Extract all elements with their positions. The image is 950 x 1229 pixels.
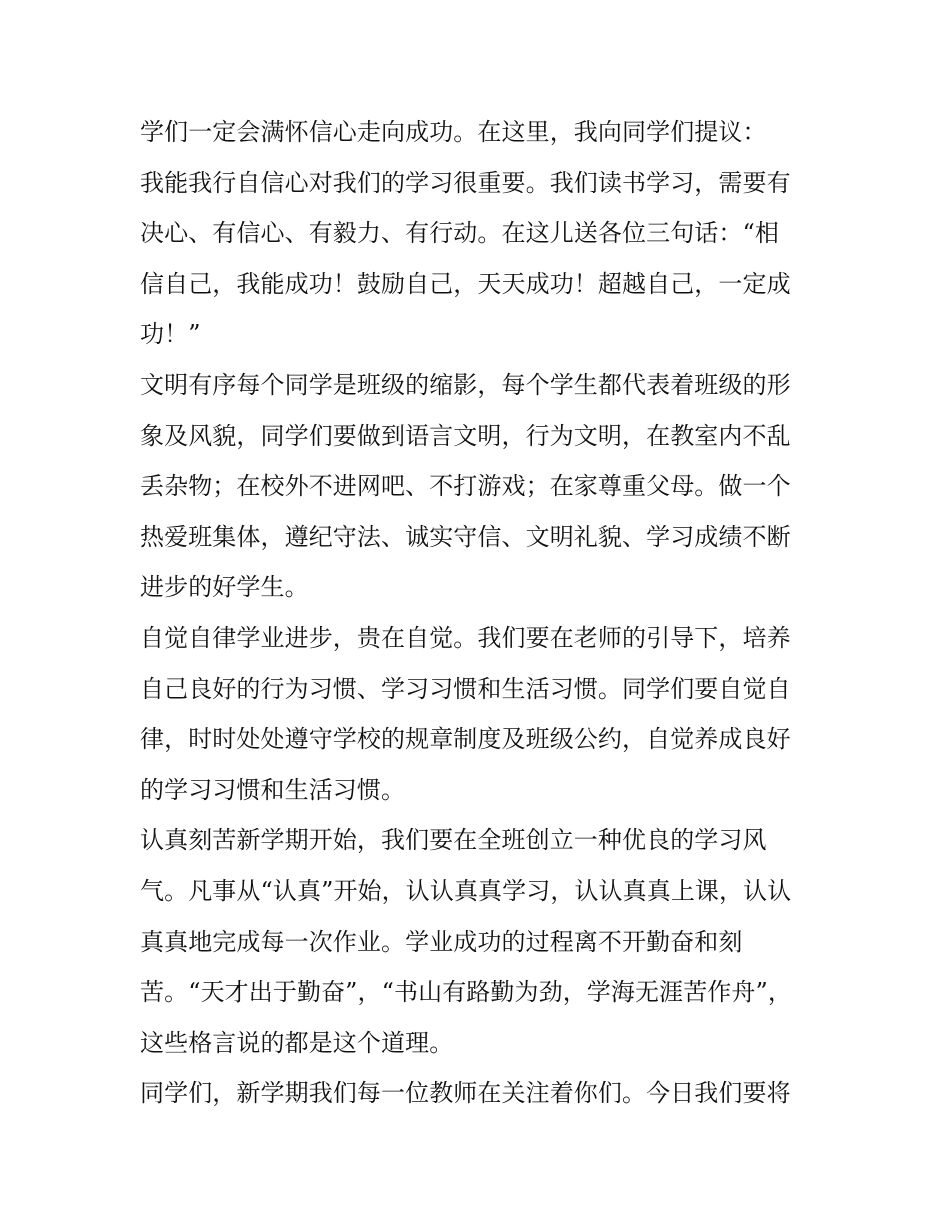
text-line: 这些格言说的都是这个道理。 [140, 1028, 454, 1057]
text-line: 自觉自律学业进步，贵在自觉。我们要在老师的引导下，培养 [140, 623, 791, 652]
text-line: 气。凡事从“认真”开始，认认真真学习，认认真真上课，认认 [140, 876, 792, 905]
text-line: 丢杂物；在校外不进网吧、不打游戏；在家尊重父母。做一个 [140, 472, 791, 501]
text-line: 同学们，新学期我们每一位教师在关注着你们。今日我们要将 [140, 1079, 791, 1108]
text-line: 我能我行自信心对我们的学习很重要。我们读书学习，需要有 [140, 168, 791, 197]
text-line: 进步的好学生。 [140, 573, 309, 602]
text-line: 决心、有信心、有毅力、有行动。在这儿送各位三句话：“相 [140, 219, 779, 248]
text-line: 学们一定会满怀信心走向成功。在这里，我向同学们提议： [140, 118, 767, 146]
text-line: 律，时时处处遵守学校的规章制度及班级公约，自觉养成良好 [140, 725, 791, 754]
text-line: 真真地完成每一次作业。学业成功的过程离不开勤奋和刻 [140, 927, 743, 956]
text-line: 认真刻苦新学期开始，我们要在全班创立一种优良的学习风 [140, 826, 767, 855]
text-line: 文明有序每个同学是班级的缩影，每个学生都代表着班级的形 [140, 370, 791, 399]
text-line: 热爱班集体，遵纪守法、诚实守信、文明礼貌、学习成绩不断 [140, 522, 791, 551]
text-line: 信自己，我能成功！鼓励自己，天天成功！超越自己，一定成 [140, 269, 791, 298]
text-line: 自己良好的行为习惯、学习习惯和生活习惯。同学们要自觉自 [140, 674, 791, 703]
document-body [140, 107, 820, 1119]
text-line: 象及风貌，同学们要做到语言文明，行为文明，在教室内不乱 [140, 421, 791, 450]
text-line: 苦。“天才出于勤奋”，“书山有路勤为劲，学海无涯苦作舟”， [140, 978, 792, 1007]
text-line: 功！” [140, 320, 201, 349]
text-line: 的学习习惯和生活习惯。 [140, 775, 406, 804]
